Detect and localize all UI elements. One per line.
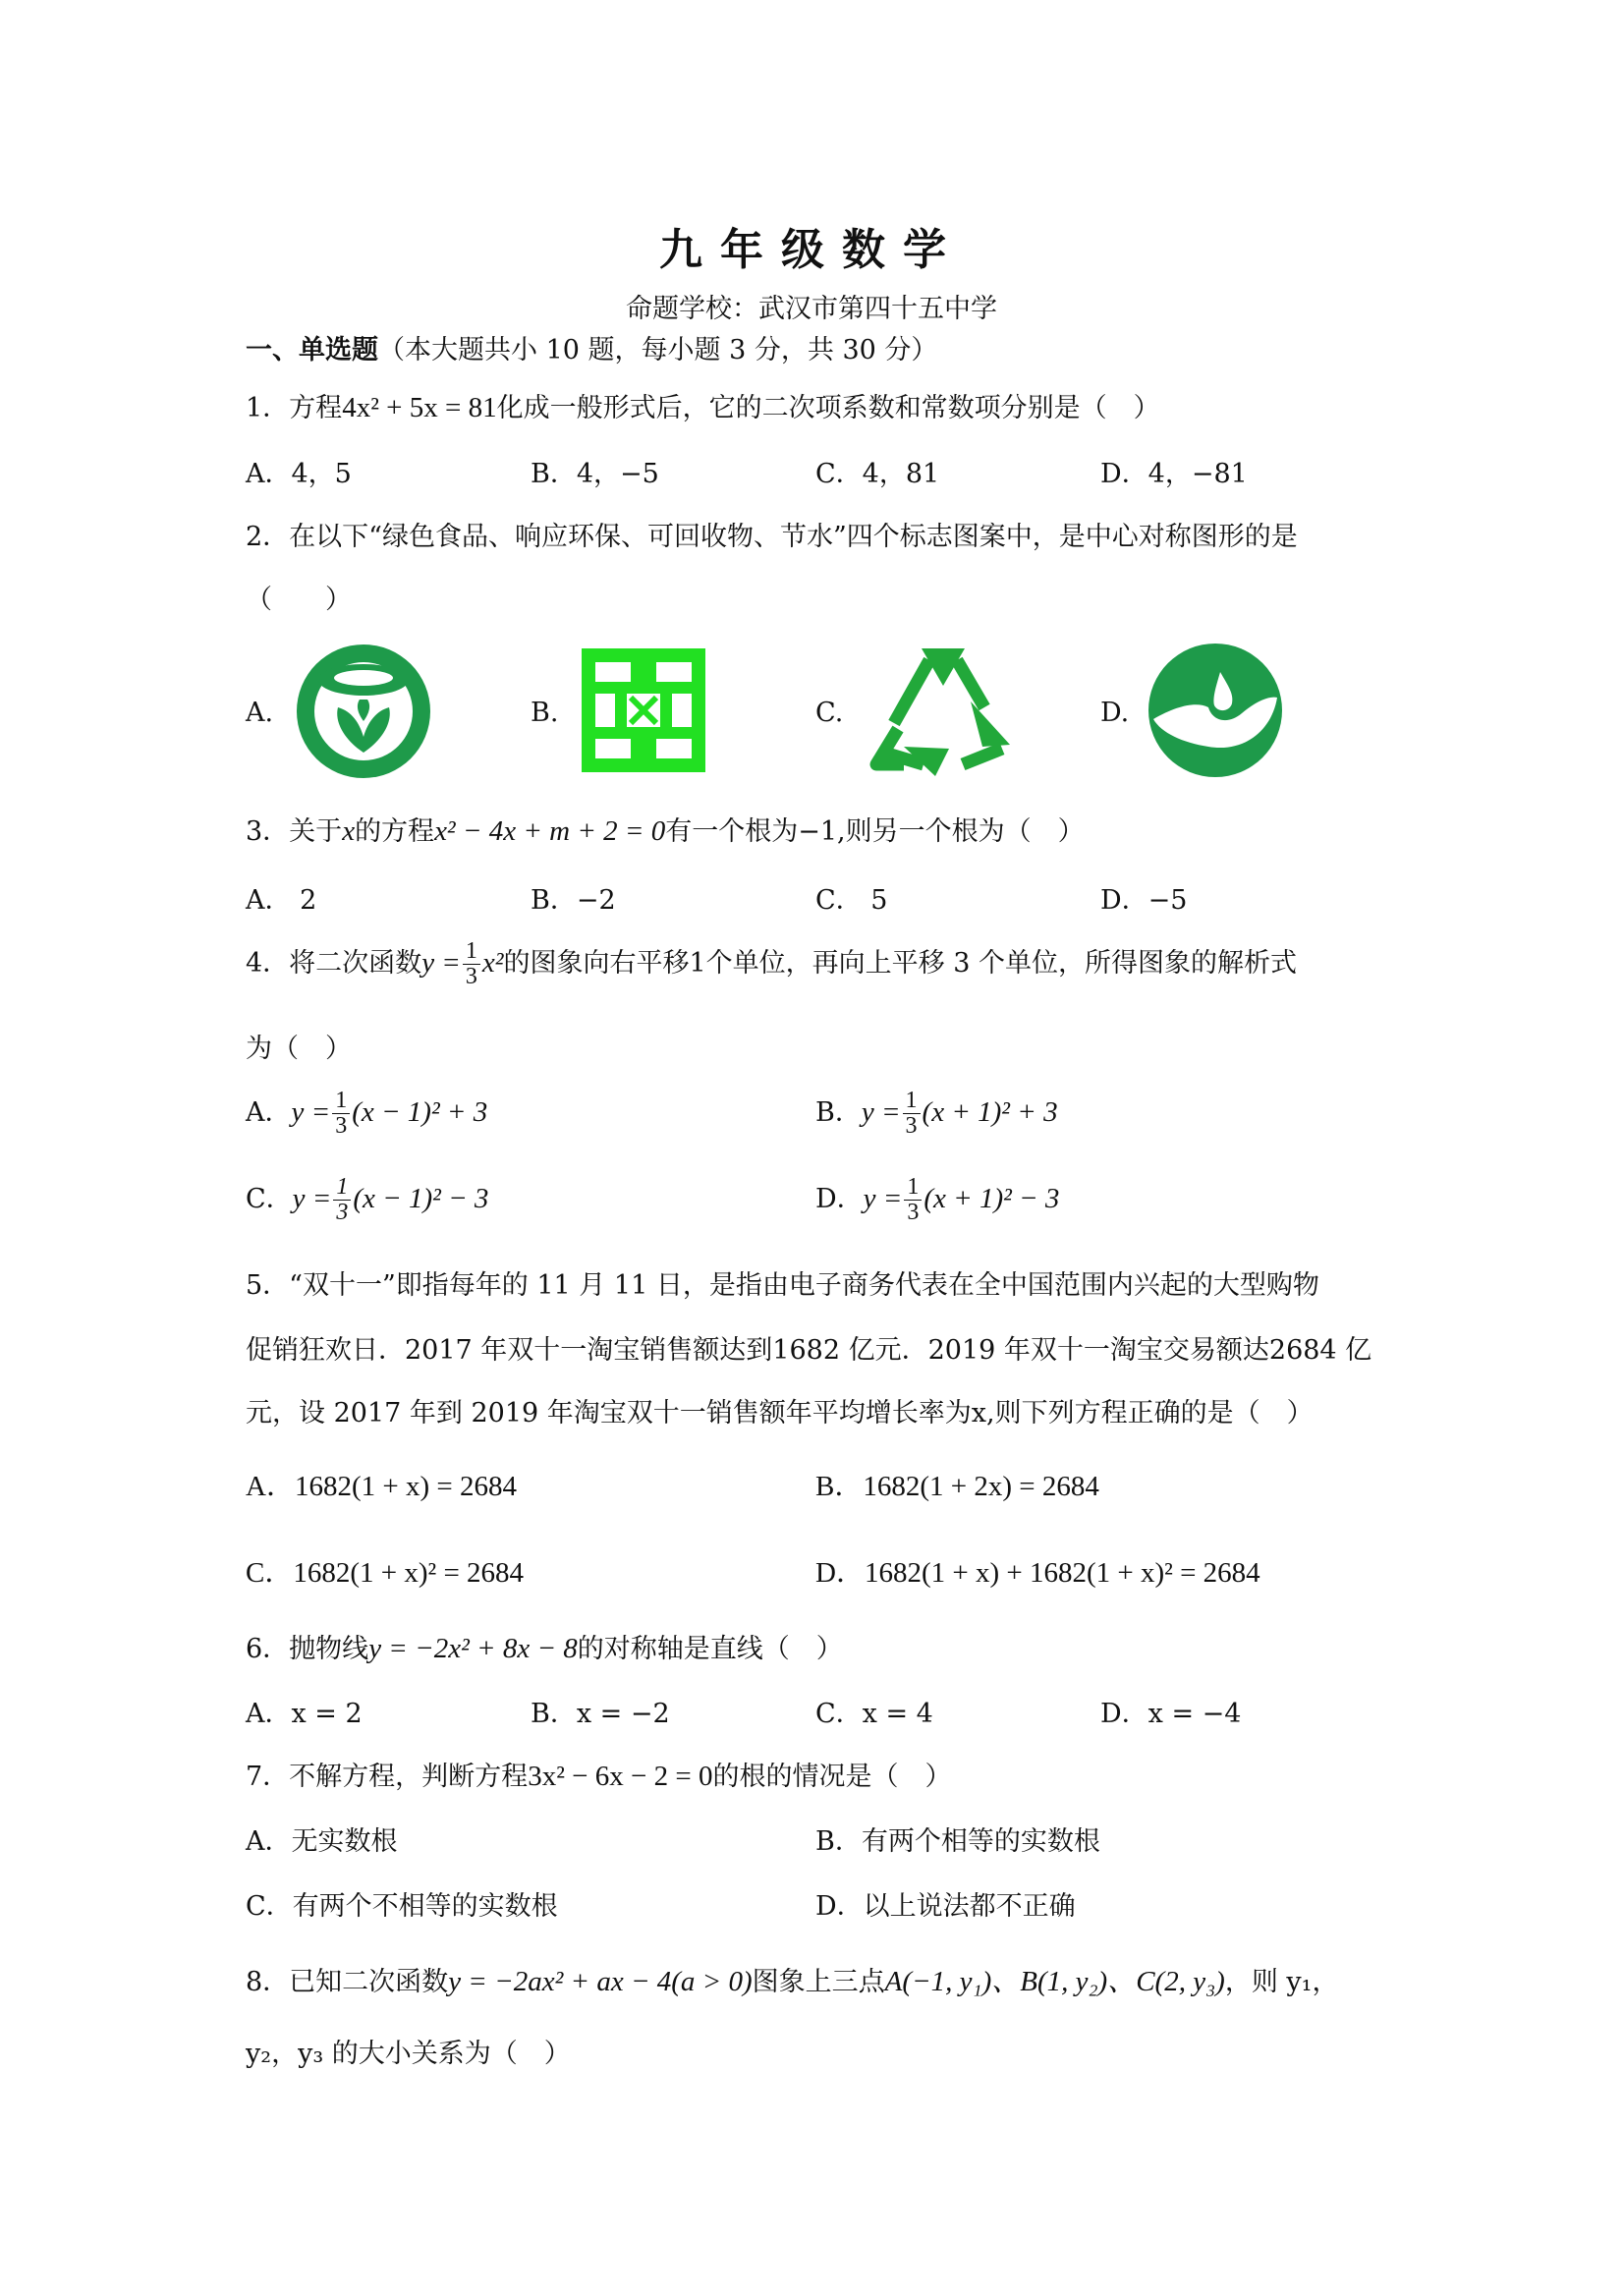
q3-option-a: A． 2 [246, 885, 317, 916]
q4-a-label: A． [246, 1097, 292, 1129]
q5-option-a: A．1682(1 + x) = 2684 [246, 1471, 517, 1502]
question-2-stem: 2．在以下“绿色食品、响应环保、可回收物、节水”四个标志图案中，是中心对称图形的是 [246, 522, 1298, 552]
q8-stem-b: 图象上三点 [752, 1967, 885, 1997]
q1-option-a: A．4，5 [246, 459, 352, 489]
q1-stem-a: 1．方程 [246, 393, 343, 423]
q8-points: A(−1, y₁)、B(1, y₂)、C(2, y₃) [884, 1966, 1225, 1997]
q6-option-d: D．x = −4 [1100, 1699, 1242, 1729]
q4-d-fraction [904, 1175, 922, 1225]
q5-line-1: 5．“双十一”即指每年的 11 月 11 日，是指由电子商务代表在全中国范围内兴起的大型购物 [246, 1270, 1319, 1301]
q2-label-a: A. [246, 698, 274, 728]
q4-b-num: 1 [903, 1089, 921, 1114]
q4-b-fraction [903, 1089, 921, 1139]
section-note: （本大题共小 10 题，每小题 3 分，共 30 分） [378, 335, 938, 365]
q6-option-a: A．x = 2 [246, 1699, 363, 1729]
q4-a-lhs: y = [291, 1096, 331, 1129]
q1-equation: 4x² + 5x = 81 [342, 392, 497, 423]
q4-a-num: 1 [332, 1089, 350, 1114]
q5-option-b: B．1682(1 + 2x) = 2684 [815, 1471, 1099, 1502]
q6-option-b: B．x = −2 [531, 1699, 670, 1729]
q4-d-num: 1 [904, 1175, 922, 1201]
q1-option-b: B．4，−5 [531, 459, 659, 489]
q4-fraction [463, 939, 480, 989]
q2-label-c: C. [815, 698, 844, 728]
q4-eq-rhs: x² [481, 947, 504, 980]
q3-equation: x² − 4x + m + 2 = 0 [434, 815, 666, 847]
q6-stem-a: 6．抛物线 [246, 1634, 369, 1664]
question-1-stem [246, 386, 1160, 424]
q8-line-2: y₂，y₃ 的大小关系为（ ） [246, 2039, 571, 2069]
q4-frac-num: 1 [463, 939, 480, 965]
q4-b-den: 3 [905, 1113, 918, 1140]
q4-c-lhs: y = [292, 1183, 332, 1215]
q1-option-d: D．4，−81 [1100, 459, 1248, 489]
q7-stem-b: 的根的情况是（ ） [712, 1762, 952, 1792]
q7-option-c: C．有两个不相等的实数根 [246, 1891, 558, 1922]
q2-paren: （ ） [246, 585, 352, 615]
recycle-logo-icon [865, 639, 1022, 781]
q4-d-rhs: (x + 1)² − 3 [923, 1183, 1060, 1215]
page-title: 九年级数学 [659, 225, 964, 275]
q6-option-c: C．x = 4 [815, 1699, 933, 1729]
q3-option-b: B．−2 [531, 885, 616, 916]
q4-a-den: 3 [335, 1113, 348, 1140]
q5-line-3: 元，设 2017 年到 2019 年淘宝双十一销售额年平均增长率为x,则下列方程正确的是（ ） [246, 1398, 1314, 1428]
q4-stem-c: 为（ ） [246, 1034, 352, 1064]
q7-option-d: D．以上说法都不正确 [815, 1891, 1076, 1922]
q3-stem-c: 有一个根为−1,则另一个根为（ ） [665, 816, 1085, 847]
green-food-logo-icon [295, 643, 432, 780]
q5-line-2: 促销狂欢日．2017 年双十一淘宝销售额达到1682 亿元．2019 年双十一淘宝交易额达2684 亿 [246, 1335, 1372, 1366]
q3-option-d: D．−5 [1100, 885, 1188, 916]
q3-stem-b: 的方程 [355, 816, 435, 847]
q4-d-label: D． [815, 1184, 864, 1215]
q4-c-den: 3 [336, 1200, 349, 1226]
q8-stem-a: 8．已知二次函数 [246, 1967, 449, 1997]
q2-label-d: D. [1100, 698, 1130, 728]
question-6-stem [246, 1627, 843, 1665]
q4-option-b [815, 1089, 1058, 1139]
question-3-stem [246, 810, 1085, 848]
q8-stem-c: ，则 y₁， [1224, 1967, 1339, 1997]
question-8-stem [246, 1959, 1339, 1999]
q4-b-rhs: (x + 1)² + 3 [922, 1096, 1058, 1129]
q4-b-lhs: y = [861, 1096, 901, 1129]
q7-stem-a: 7．不解方程，判断方程 [246, 1762, 529, 1792]
q4-d-lhs: y = [863, 1183, 903, 1215]
q7-option-b: B．有两个相等的实数根 [815, 1826, 1100, 1857]
q5-option-d: D．1682(1 + x) + 1682(1 + x)² = 2684 [815, 1557, 1260, 1589]
q2-label-b: B. [531, 698, 559, 728]
school-line: 命题学校：武汉市第四十五中学 [626, 294, 997, 324]
q1-stem-b: 化成一般形式后，它的二次项系数和常数项分别是（ ） [496, 393, 1160, 423]
q4-eq-lhs: y = [421, 947, 461, 980]
q7-option-a: A．无实数根 [246, 1826, 398, 1857]
q7-equation: 3x² − 6x − 2 = 0 [528, 1761, 713, 1792]
q3-var: x [342, 815, 356, 847]
q4-b-label: B． [815, 1097, 862, 1129]
environmental-protection-logo-icon [582, 648, 705, 772]
q4-c-label: C． [246, 1184, 293, 1215]
q6-equation: y = −2x² + 8x − 8 [368, 1633, 578, 1664]
q3-option-c: C． 5 [815, 885, 888, 916]
q4-frac-den: 3 [465, 964, 477, 990]
section-label: 一、单选题 [246, 335, 378, 365]
question-7-stem [246, 1755, 951, 1793]
q4-option-c [246, 1175, 488, 1225]
q4-c-fraction [333, 1175, 351, 1225]
q4-option-d [815, 1175, 1059, 1225]
q4-c-num: 1 [333, 1175, 351, 1201]
question-4-stem [246, 939, 1297, 989]
q4-d-den: 3 [907, 1200, 920, 1226]
q4-a-rhs: (x − 1)² + 3 [352, 1096, 488, 1129]
q1-option-c: C．4，81 [815, 459, 940, 489]
q8-equation: y = −2ax² + ax − 4(a > 0) [448, 1966, 753, 1997]
q4-stem-a: 4．将二次函数 [246, 948, 422, 980]
q6-stem-b: 的对称轴是直线（ ） [577, 1634, 843, 1664]
q5-option-c: C．1682(1 + x)² = 2684 [246, 1557, 525, 1589]
q4-option-a [246, 1089, 487, 1139]
q4-c-rhs: (x − 1)² − 3 [353, 1183, 489, 1215]
water-saving-logo-icon [1147, 643, 1283, 778]
q3-stem-a: 3．关于 [246, 816, 343, 847]
q4-stem-b: 的图象向右平移1个单位，再向上平移 3 个单位，所得图象的解析式 [503, 948, 1297, 980]
section-heading [246, 328, 937, 366]
q4-a-fraction [332, 1089, 350, 1139]
